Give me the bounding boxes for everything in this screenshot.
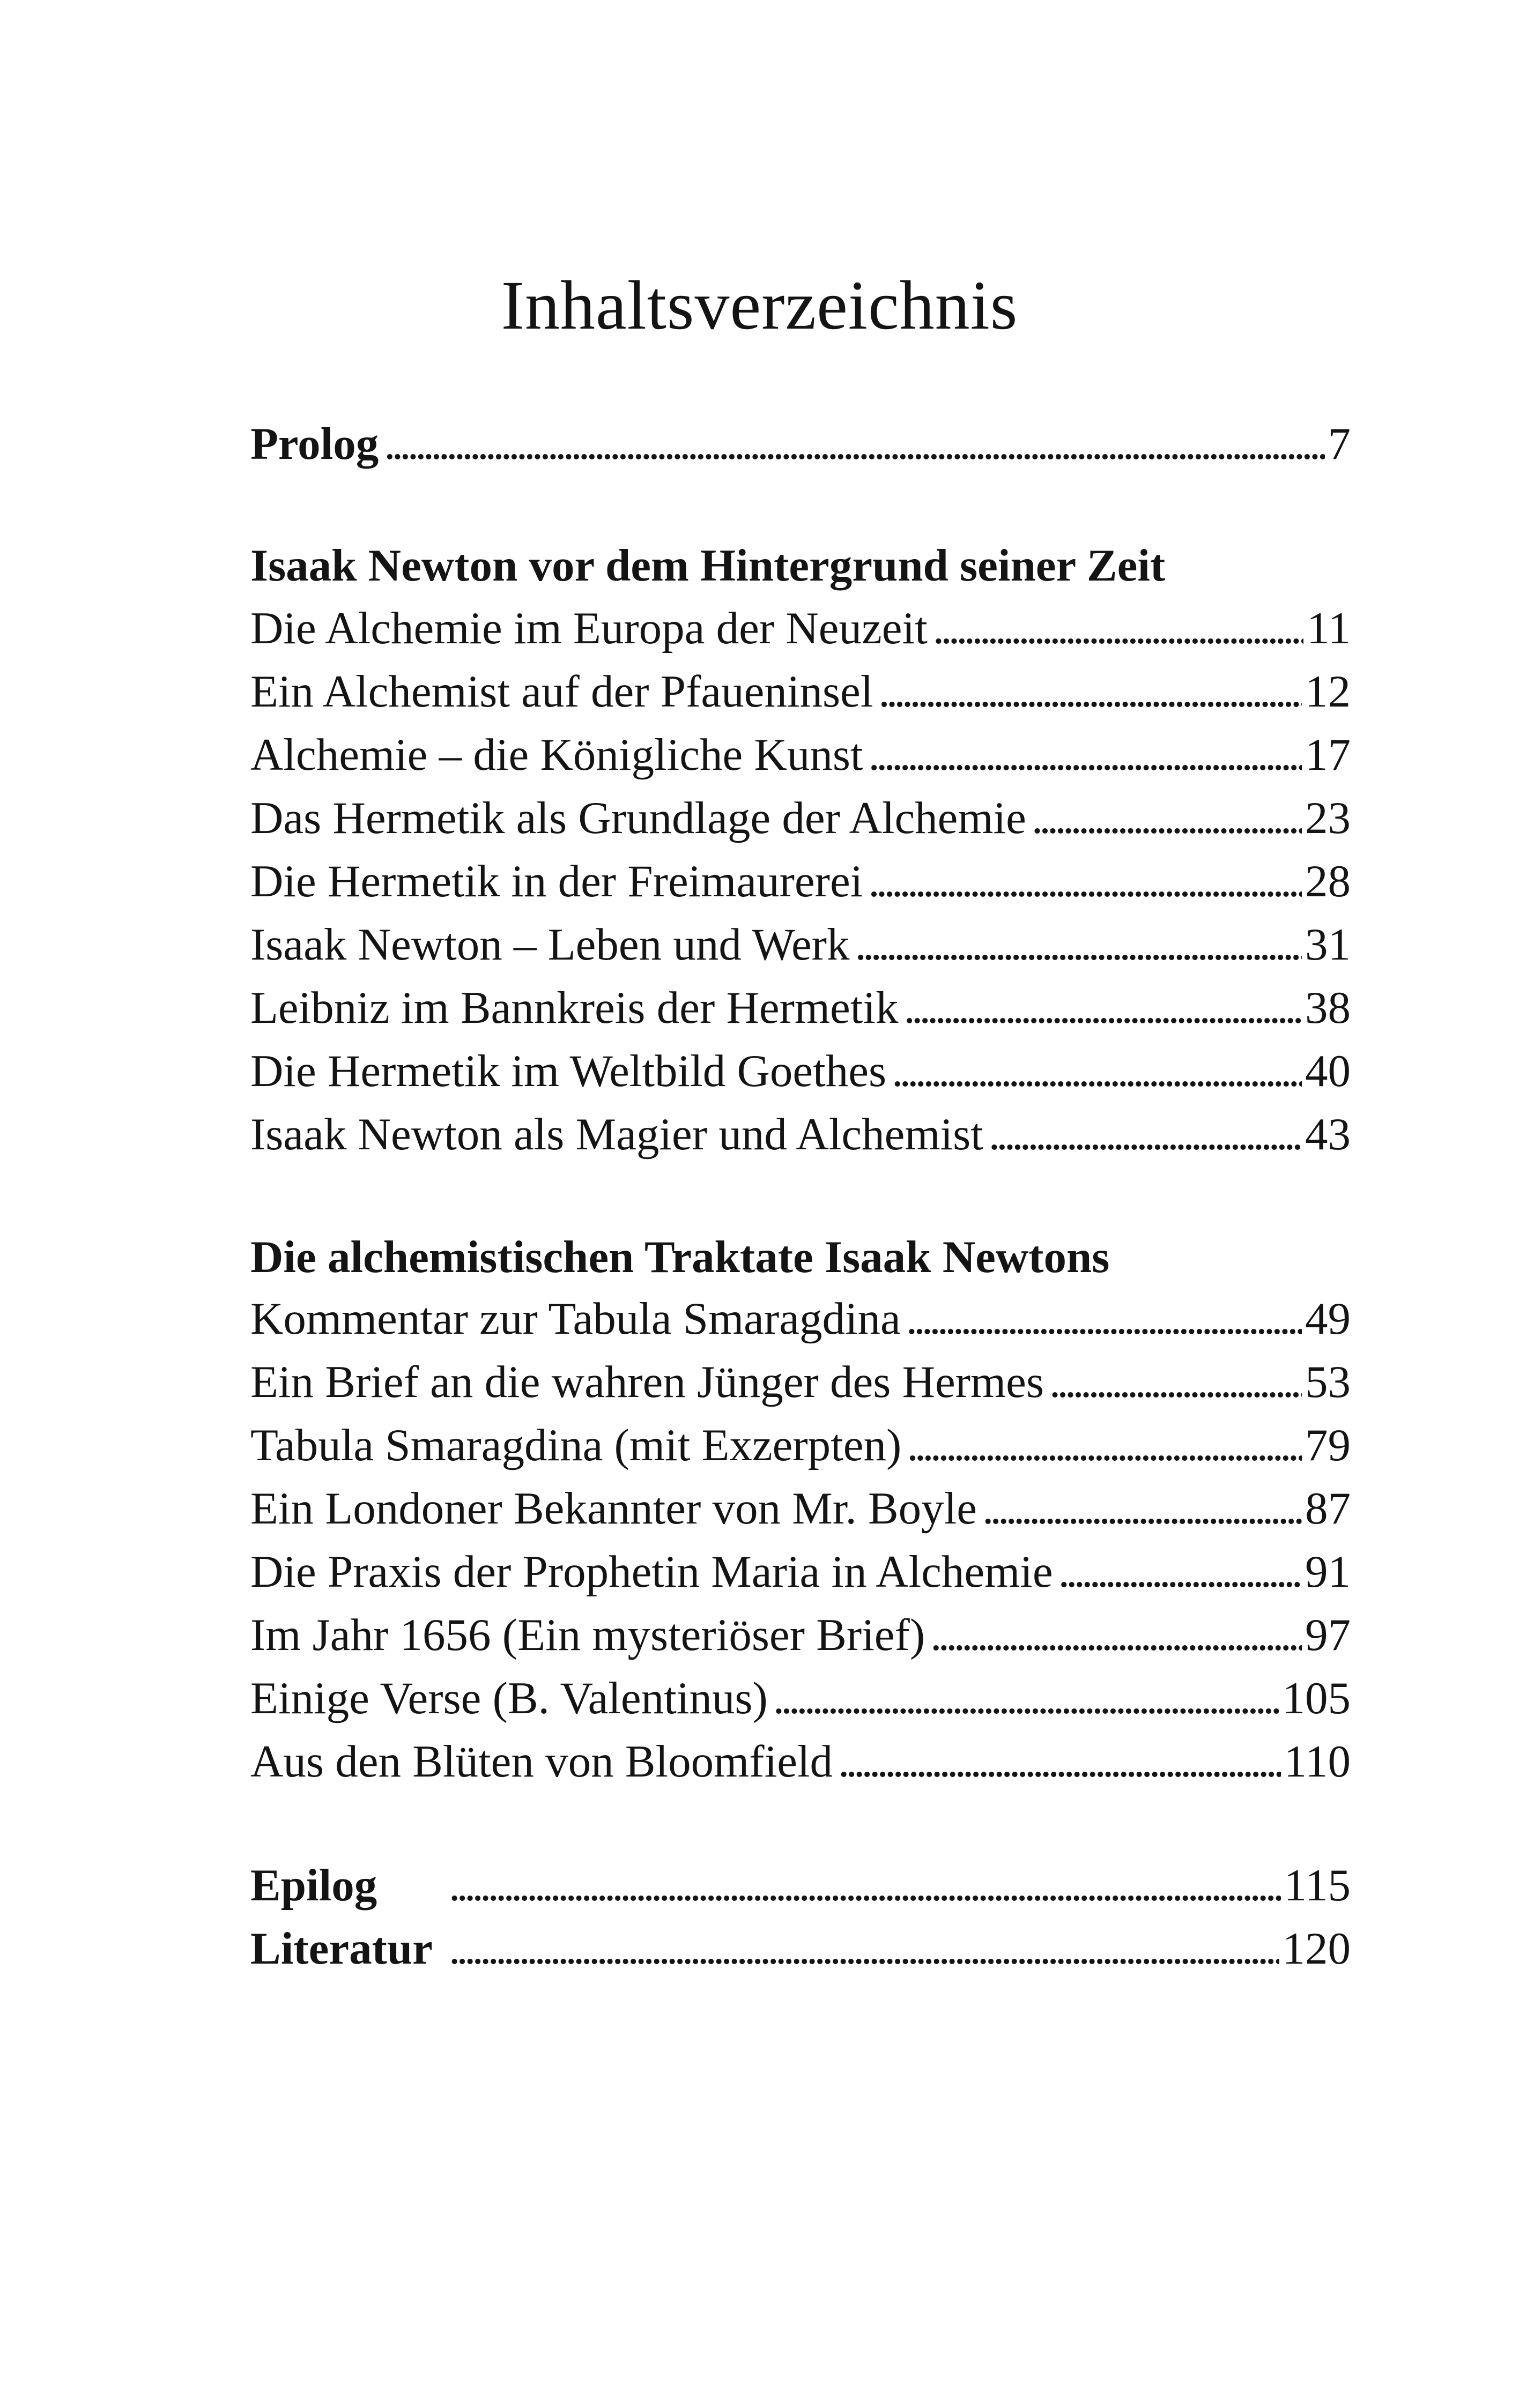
toc-entry[interactable] <box>250 978 1351 1037</box>
toc-entry-label: Isaak Newton – Leben und Werk <box>250 919 850 970</box>
toc-entry-label: Leibniz im Bannkreis der Hermetik <box>250 983 899 1033</box>
toc-entry-page: 110 <box>1284 1736 1351 1787</box>
toc-entry-label: Ein Brief an die wahren Jünger des Hermes <box>250 1357 1044 1407</box>
toc-entry[interactable] <box>250 915 1351 974</box>
toc-entry-page: 105 <box>1282 1673 1351 1723</box>
dot-leader <box>838 1732 1281 1791</box>
toc-entry-page: 49 <box>1305 1294 1351 1344</box>
dot-leader <box>869 725 1302 784</box>
toc-entry-label: Isaak Newton als Magier und Alchemist <box>250 1109 983 1160</box>
toc-entry-page: 79 <box>1305 1420 1351 1470</box>
toc-entry[interactable] <box>250 1732 1351 1791</box>
toc-entry-page: 31 <box>1305 919 1351 970</box>
toc-entry[interactable] <box>250 725 1351 784</box>
toc-entry-page: 120 <box>1282 1923 1351 1974</box>
dot-leader <box>855 915 1302 974</box>
section-heading: Isaak Newton vor dem Hintergrund seiner Zeit <box>250 540 1166 591</box>
toc-entry-page: 38 <box>1305 983 1351 1033</box>
toc-entry[interactable] <box>250 1105 1351 1164</box>
toc-entry[interactable] <box>250 1416 1351 1475</box>
dot-leader <box>989 1105 1302 1164</box>
toc-entry-page: 97 <box>1305 1610 1351 1660</box>
toc-entry-page: 17 <box>1305 730 1351 780</box>
page-title: Inhaltsverzeichnis <box>501 267 1018 344</box>
dot-leader <box>907 1416 1302 1475</box>
toc-entry-label: Die Hermetik in der Freimaurerei <box>250 856 863 906</box>
toc-entry-prolog[interactable] <box>250 414 1351 473</box>
toc-entry-page: 23 <box>1305 793 1351 843</box>
dot-leader <box>1032 789 1302 848</box>
toc-entry-page: 43 <box>1305 1109 1351 1160</box>
toc-entry-label: Kommentar zur Tabula Smaragdina <box>250 1294 901 1344</box>
dot-leader <box>982 1479 1302 1538</box>
toc-entry-label: Alchemie – die Königliche Kunst <box>250 730 863 780</box>
toc-entry-page: 28 <box>1305 856 1351 906</box>
dot-leader <box>449 1856 1281 1915</box>
toc-entry-label: Epilog <box>250 1860 377 1911</box>
toc-entry-label: Ein Londoner Bekannter von Mr. Boyle <box>250 1483 977 1534</box>
toc-entry-page: 115 <box>1284 1860 1351 1911</box>
toc-entry[interactable] <box>250 1289 1351 1348</box>
toc-entry[interactable] <box>250 662 1351 721</box>
toc-entry[interactable] <box>250 789 1351 848</box>
toc-entry-label: Einige Verse (B. Valentinus) <box>250 1673 768 1723</box>
dot-leader <box>904 978 1302 1037</box>
toc-entry-label: Ein Alchemist auf der Pfaueninsel <box>250 666 873 717</box>
toc-entry[interactable] <box>250 1669 1351 1728</box>
toc-entry-label: Tabula Smaragdina (mit Exzerpten) <box>250 1420 902 1470</box>
section-heading: Die alchemistischen Traktate Isaak Newtons <box>250 1232 1110 1282</box>
dot-leader <box>773 1669 1279 1728</box>
toc-entry-page: 87 <box>1305 1483 1351 1534</box>
toc-entry-label: Aus den Blüten von Bloomfield <box>250 1736 833 1787</box>
toc-entry-label: Die Hermetik im Weltbild Goethes <box>250 1046 887 1096</box>
dot-leader <box>933 599 1303 658</box>
dot-leader <box>384 414 1324 473</box>
toc-entry[interactable] <box>250 1352 1351 1411</box>
toc-entry-page: 53 <box>1305 1357 1351 1407</box>
dot-leader <box>868 852 1302 911</box>
dot-leader <box>878 662 1302 721</box>
toc-entry-label: Die Alchemie im Europa der Neuzeit <box>250 603 928 653</box>
toc-entry-page: 12 <box>1305 666 1351 717</box>
toc-entry-label: Das Hermetik als Grundlage der Alchemie <box>250 793 1026 843</box>
toc-entry[interactable] <box>250 1542 1351 1601</box>
toc-entry[interactable] <box>250 599 1351 658</box>
toc-entry[interactable] <box>250 852 1351 911</box>
dot-leader <box>1058 1542 1302 1601</box>
toc-entry-label: Prolog <box>250 419 379 469</box>
toc-entry[interactable] <box>250 1042 1351 1101</box>
toc-entry-page: 11 <box>1307 603 1351 653</box>
toc-entry-page: 40 <box>1305 1046 1351 1096</box>
dot-leader <box>930 1606 1302 1664</box>
dot-leader <box>449 1919 1279 1978</box>
toc-entry-page: 91 <box>1305 1547 1351 1597</box>
toc-entry-label: Die Praxis der Prophetin Maria in Alchemie <box>250 1547 1053 1597</box>
toc-entry[interactable] <box>250 1479 1351 1538</box>
toc-entry-literatur[interactable] <box>250 1919 1351 1978</box>
dot-leader <box>1049 1352 1302 1411</box>
toc-entry-epilog[interactable] <box>250 1856 1351 1915</box>
toc-entry-page: 7 <box>1328 419 1351 469</box>
toc-entry-label: Literatur <box>250 1923 433 1974</box>
dot-leader <box>892 1042 1302 1101</box>
dot-leader <box>906 1289 1302 1348</box>
toc-entry-label: Im Jahr 1656 (Ein mysteriöser Brief) <box>250 1610 925 1660</box>
toc-entry[interactable] <box>250 1606 1351 1664</box>
